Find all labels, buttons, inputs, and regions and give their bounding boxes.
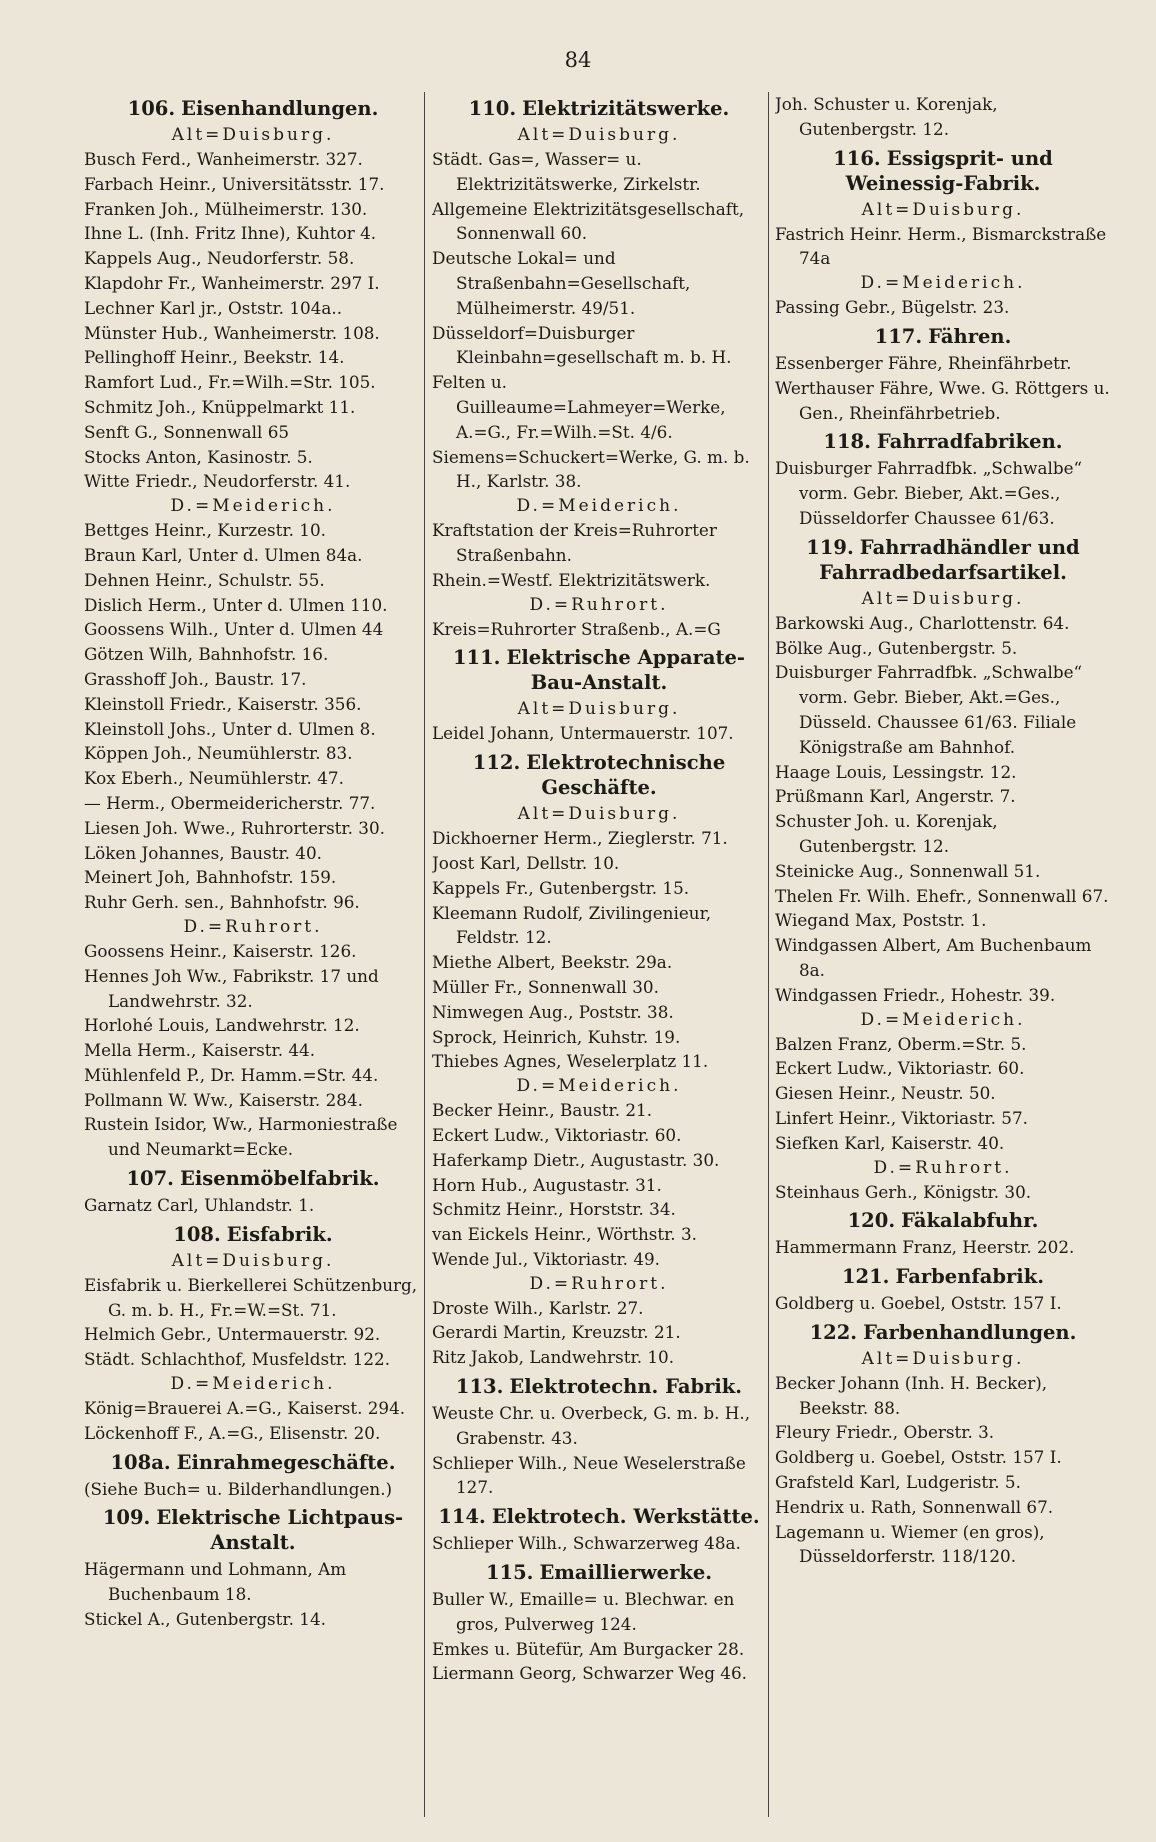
directory-entry: Schmitz Joh., Knüppelmarkt 11. <box>84 396 356 417</box>
section-heading <box>775 324 1111 349</box>
directory-entry: Nimwegen Aug., Poststr. 38. <box>432 1001 674 1022</box>
directory-entry: Eisfabrik u. Bierkellerei Schützenburg, G. m. b. H., Fr.=W.=St. 71. <box>84 1274 418 1320</box>
section-title: Emaillierwerke. <box>539 1561 713 1585</box>
section-number: 108a. <box>110 1450 171 1474</box>
place-subheading: Alt=Duisburg. <box>517 804 681 825</box>
section <box>775 1264 1111 1316</box>
directory-entry: Kox Eberh., Neumühlerstr. 47. <box>84 768 344 789</box>
directory-entry: Hennes Joh Ww., Fabrikstr. 17 und Landwehrstr. 32. <box>84 965 379 1011</box>
section-title: Fahrradhändler und Fahrradbedarfsartikel. <box>819 535 1080 584</box>
section-number: 109. <box>102 1506 151 1530</box>
directory-entry: Joost Karl, Dellstr. 10. <box>432 852 620 873</box>
directory-entry: Bettges Heinr., Kurzestr. 10. <box>84 520 326 541</box>
section-heading <box>84 1450 422 1475</box>
directory-entry: Franken Joh., Mülheimerstr. 130. <box>84 198 368 219</box>
directory-entry: Prüßmann Karl, Angerstr. 7. <box>775 786 1016 807</box>
directory-entry: Windgassen Friedr., Hohestr. 39. <box>775 984 1056 1005</box>
directory-entry: Pollmann W. Ww., Kaiserstr. 284. <box>84 1089 363 1110</box>
section <box>775 429 1111 530</box>
place-subheading: D.=Ruhrort. <box>183 916 323 937</box>
column-rule <box>768 92 769 1817</box>
directory-entry: Barkowski Aug., Charlottenstr. 64. <box>775 612 1070 633</box>
section-heading <box>432 750 766 800</box>
directory-entry: Witte Friedr., Neudorferstr. 41. <box>84 471 351 492</box>
directory-entry: Liermann Georg, Schwarzer Weg 46. <box>432 1663 748 1684</box>
directory-entry: Hammermann Franz, Heerstr. 202. <box>775 1237 1075 1258</box>
directory-entry: Grasshoff Joh., Baustr. 17. <box>84 668 307 689</box>
directory-entry: Ritz Jakob, Landwehrstr. 10. <box>432 1347 675 1368</box>
section-title: Elektrotechn. Fabrik. <box>509 1375 743 1399</box>
directory-entry: Duisburger Fahrradfbk. „Schwalbe“ vorm. Gebr. Bieber, Akt.=Ges., Düsseldorfer Chaussee 61/63. <box>775 458 1083 528</box>
directory-entry: Linfert Heinr., Viktoriastr. 57. <box>775 1107 1028 1128</box>
section-number: 121. <box>841 1265 890 1289</box>
section-title: Fäkalabfuhr. <box>901 1209 1039 1233</box>
directory-entry: Löken Johannes, Baustr. 40. <box>84 842 322 863</box>
directory-entry: Haferkamp Dietr., Augustastr. 30. <box>432 1149 720 1170</box>
directory-entry: Lagemann u. Wiemer (en gros), Düsseldorferstr. 118/120. <box>775 1521 1045 1567</box>
directory-entry: Giesen Heinr., Neustr. 50. <box>775 1083 996 1104</box>
directory-entry: Bölke Aug., Gutenbergstr. 5. <box>775 637 1018 658</box>
place-subheading: D.=Ruhrort. <box>529 594 669 615</box>
directory-entry: Rhein.=Westf. Elektrizitätswerk. <box>432 569 711 590</box>
section-title: Farbenhandlungen. <box>863 1320 1077 1344</box>
directory-entry: Thelen Fr. Wilh. Ehefr., Sonnenwall 67. <box>775 885 1109 906</box>
directory-entry: (Siehe Buch= u. Bilderhandlungen.) <box>84 1478 393 1499</box>
directory-entry: Ruhr Gerh. sen., Bahnhofstr. 96. <box>84 892 360 913</box>
directory-entry: Müller Fr., Sonnenwall 30. <box>432 976 659 997</box>
section <box>84 1505 422 1631</box>
directory-entry: Becker Johann (Inh. H. Becker), Beekstr. 88. <box>775 1372 1048 1418</box>
directory-entry: Hendrix u. Rath, Sonnenwall 67. <box>775 1496 1054 1517</box>
section-heading <box>432 96 766 121</box>
section-number: 118. <box>823 430 871 454</box>
place-subheading: Alt=Duisburg. <box>861 199 1025 220</box>
directory-entry: Liesen Joh. Wwe., Ruhrorterstr. 30. <box>84 817 385 838</box>
place-subheading: D.=Ruhrort. <box>873 1157 1013 1178</box>
directory-entry: Becker Heinr., Baustr. 21. <box>432 1100 653 1121</box>
directory-entry: Schlieper Wilh., Schwarzerweg 48a. <box>432 1533 741 1554</box>
place-subheading: Alt=Duisburg. <box>517 699 681 720</box>
place-subheading: D.=Meiderich. <box>170 496 336 517</box>
section-heading <box>775 1208 1111 1233</box>
place-subheading: D.=Meiderich. <box>516 496 682 517</box>
section-heading <box>432 1560 766 1585</box>
directory-entry: — Herm., Obermeidericherstr. 77. <box>84 792 376 813</box>
directory-entry: Emkes u. Bütefür, Am Burgacker 28. <box>432 1638 745 1659</box>
column-2 <box>432 92 766 1688</box>
section-heading <box>84 1166 422 1191</box>
directory-entry: Joh. Schuster u. Korenjak, Gutenbergstr. 12. <box>775 94 998 139</box>
section <box>775 92 1111 142</box>
directory-entry: Kappels Fr., Gutenbergstr. 15. <box>432 877 690 898</box>
directory-entry: Steinhaus Gerh., Königstr. 30. <box>775 1181 1032 1202</box>
section-number: 111. <box>452 646 501 670</box>
place-subheading: D.=Meiderich. <box>860 273 1026 294</box>
directory-entry: Dislich Herm., Unter d. Ulmen 110. <box>84 594 388 615</box>
directory-entry: Köppen Joh., Neumühlerstr. 83. <box>84 743 353 764</box>
directory-entry: Ramfort Lud., Fr.=Wilh.=Str. 105. <box>84 372 376 393</box>
section-title: Elektrotechnische Geschäfte. <box>526 751 726 800</box>
section-title: Elektrische Apparate-Bau-Anstalt. <box>506 646 746 695</box>
section <box>432 96 766 641</box>
section-title: Eisenmöbelfabrik. <box>179 1167 380 1191</box>
directory-entry: König=Brauerei A.=G., Kaiserst. 294. <box>84 1398 406 1419</box>
directory-entry: Duisburger Fahrradfbk. „Schwalbe“ vorm. Gebr. Bieber, Akt.=Ges., Düsseld. Chaussee 61/63. Filiale Königstraße am Bahnhof. <box>775 662 1083 757</box>
section-number: 122. <box>809 1320 858 1344</box>
section <box>775 535 1111 1205</box>
section <box>775 1208 1111 1260</box>
section-title: Farbenfabrik. <box>895 1265 1045 1289</box>
directory-entry: Städt. Schlachthof, Musfeldstr. 122. <box>84 1349 391 1370</box>
section-title: Eisenhandlungen. <box>181 97 379 120</box>
section-number: 106. <box>127 97 176 120</box>
directory-entry: Felten u. Guilleaume=Lahmeyer=Werke, A.=G., Fr.=Wilh.=St. 4/6. <box>432 372 726 442</box>
directory-entry: Gerardi Martin, Kreuzstr. 21. <box>432 1322 681 1343</box>
directory-entry: Horlohé Louis, Landwehrstr. 12. <box>84 1015 360 1036</box>
directory-entry: Löckenhoff F., A.=G., Elisenstr. 20. <box>84 1422 381 1443</box>
section-number: 120. <box>847 1209 896 1233</box>
place-subheading: D.=Meiderich. <box>860 1009 1026 1030</box>
directory-entry: Ihne L. (Inh. Fritz Ihne), Kuhtor 4. <box>84 223 377 244</box>
directory-entry: Siefken Karl, Kaiserstr. 40. <box>775 1132 1005 1153</box>
section-title: Essigsprit- und Weinessig-Fabrik. <box>845 146 1053 195</box>
directory-entry: Haage Louis, Lessingstr. 12. <box>775 761 1017 782</box>
page-number: 84 <box>564 48 592 72</box>
section-title: Einrahmegeschäfte. <box>176 1450 396 1474</box>
directory-entry: Farbach Heinr., Universitätsstr. 17. <box>84 173 385 194</box>
directory-entry: Hägermann und Lohmann, Am Buchenbaum 18. <box>84 1559 347 1605</box>
directory-entry: Fastrich Heinr. Herm., Bismarckstraße 74a <box>775 223 1107 269</box>
directory-entry: Deutsche Lokal= und Straßenbahn=Gesellschaft, Mülheimerstr. 49/51. <box>432 248 691 318</box>
section <box>775 146 1111 320</box>
directory-entry: Allgemeine Elektrizitätsgesellschaft, Sonnenwall 60. <box>432 198 745 244</box>
section <box>775 324 1111 425</box>
section <box>432 750 766 1370</box>
directory-entry: Senft G., Sonnenwall 65 <box>84 421 290 442</box>
section <box>432 1560 766 1686</box>
directory-entry: Garnatz Carl, Uhlandstr. 1. <box>84 1195 315 1216</box>
directory-entry: Mühlenfeld P., Dr. Hamm.=Str. 44. <box>84 1064 379 1085</box>
directory-entry: Kappels Aug., Neudorferstr. 58. <box>84 248 355 269</box>
directory-entry: Mella Herm., Kaiserstr. 44. <box>84 1040 316 1061</box>
directory-entry: Dehnen Heinr., Schulstr. 55. <box>84 569 325 590</box>
directory-entry: Goldberg u. Goebel, Oststr. 157 I. <box>775 1447 1062 1468</box>
directory-entry: Werthauser Fähre, Wwe. G. Röttgers u. Gen., Rheinfährbetrieb. <box>775 377 1110 423</box>
section-heading <box>432 1374 766 1399</box>
directory-entry: Stocks Anton, Kasinostr. 5. <box>84 446 313 467</box>
directory-entry: van Eickels Heinr., Wörthstr. 3. <box>432 1224 697 1245</box>
directory-entry: Fleury Friedr., Oberstr. 3. <box>775 1422 995 1443</box>
directory-entry: Braun Karl, Unter d. Ulmen 84a. <box>84 544 363 565</box>
directory-entry: Schlieper Wilh., Neue Weselerstraße 127. <box>432 1452 746 1498</box>
section-heading <box>775 146 1111 196</box>
directory-entry: Kraftstation der Kreis=Ruhrorter Straßenbahn. <box>432 520 717 565</box>
directory-entry: Meinert Joh, Bahnhofstr. 159. <box>84 867 337 888</box>
place-subheading: Alt=Duisburg. <box>171 1250 335 1271</box>
section-number: 110. <box>468 97 517 120</box>
section <box>432 1374 766 1500</box>
section-heading <box>432 1504 766 1529</box>
directory-entry: Essenberger Fähre, Rheinfährbetr. <box>775 352 1072 373</box>
section <box>84 1222 422 1446</box>
directory-entry: Goossens Wilh., Unter d. Ulmen 44 <box>84 619 384 640</box>
directory-entry: Thiebes Agnes, Weselerplatz 11. <box>432 1051 709 1072</box>
directory-entry: Städt. Gas=, Wasser= u. Elektrizitätswerke, Zirkelstr. <box>432 149 701 194</box>
directory-entry: Kleinstoll Johs., Unter d. Ulmen 8. <box>84 718 376 739</box>
directory-entry: Leidel Johann, Untermauerstr. 107. <box>432 723 734 744</box>
directory-entry: Münster Hub., Wanheimerstr. 108. <box>84 322 380 343</box>
column-3 <box>775 92 1111 1571</box>
section-title: Elektrizitätswerke. <box>522 97 730 120</box>
directory-entry: Steinicke Aug., Sonnenwall 51. <box>775 860 1041 881</box>
directory-entry: Weuste Chr. u. Overbeck, G. m. b. H., Grabenstr. 43. <box>432 1403 751 1448</box>
directory-entry: Lechner Karl jr., Oststr. 104a.. <box>84 297 343 318</box>
directory-entry: Schmitz Heinr., Horststr. 34. <box>432 1199 676 1220</box>
section-title: Elektrotech. Werkstätte. <box>491 1505 760 1529</box>
column-1 <box>84 92 422 1634</box>
column-rule <box>424 92 425 1817</box>
directory-entry: Goldberg u. Goebel, Oststr. 157 I. <box>775 1293 1062 1314</box>
directory-entry: Goossens Heinr., Kaiserstr. 126. <box>84 940 357 961</box>
directory-entry: Stickel A., Gutenbergstr. 14. <box>84 1609 326 1630</box>
section-title: Elektrische Lichtpaus-Anstalt. <box>156 1506 404 1555</box>
section-heading <box>84 1505 422 1555</box>
directory-entry: Miethe Albert, Beekstr. 29a. <box>432 952 673 973</box>
section-heading <box>84 1222 422 1247</box>
directory-entry: Horn Hub., Augustastr. 31. <box>432 1174 662 1195</box>
directory-entry: Dickhoerner Herm., Zieglerstr. 71. <box>432 828 728 849</box>
directory-entry: Balzen Franz, Oberm.=Str. 5. <box>775 1033 1027 1054</box>
section-number: 119. <box>806 535 854 559</box>
directory-entry: Götzen Wilh, Bahnhofstr. 16. <box>84 644 329 665</box>
directory-entry: Wiegand Max, Poststr. 1. <box>775 910 987 931</box>
place-subheading: D.=Meiderich. <box>170 1374 336 1395</box>
section-number: 114. <box>438 1505 486 1529</box>
section <box>432 1504 766 1556</box>
directory-entry: Kreis=Ruhrorter Straßenb., A.=G <box>432 618 721 639</box>
place-subheading: D.=Ruhrort. <box>529 1273 669 1294</box>
section-number: 108. <box>173 1222 221 1246</box>
section-heading <box>775 429 1111 454</box>
section-heading <box>775 535 1111 585</box>
directory-entry: Sprock, Heinrich, Kuhstr. 19. <box>432 1026 681 1047</box>
section-number: 115. <box>485 1561 534 1585</box>
directory-entry: Buller W., Emaille= u. Blechwar. en gros, Pulverweg 124. <box>432 1589 735 1634</box>
directory-entry: Windgassen Albert, Am Buchenbaum 8a. <box>775 935 1092 980</box>
directory-entry: Passing Gebr., Bügelstr. 23. <box>775 297 1010 318</box>
directory-entry: Helmich Gebr., Untermauerstr. 92. <box>84 1324 381 1345</box>
section <box>432 645 766 746</box>
directory-entry: Rustein Isidor, Ww., Harmoniestraße und Neumarkt=Ecke. <box>84 1114 398 1160</box>
section <box>775 1320 1111 1569</box>
place-subheading: Alt=Duisburg. <box>861 1348 1025 1369</box>
place-subheading: Alt=Duisburg. <box>517 125 681 145</box>
directory-entry: Schuster Joh. u. Korenjak, Gutenbergstr. 12. <box>775 811 998 856</box>
directory-entry: Grafsteld Karl, Ludgeristr. 5. <box>775 1472 1021 1493</box>
directory-entry: Eckert Ludw., Viktoriastr. 60. <box>775 1058 1025 1079</box>
section-title: Eisfabrik. <box>226 1222 333 1246</box>
directory-entry: Busch Ferd., Wanheimerstr. 327. <box>84 149 363 169</box>
place-subheading: Alt=Duisburg. <box>861 588 1025 609</box>
section <box>84 96 422 1162</box>
directory-entry: Pellinghoff Heinr., Beekstr. 14. <box>84 347 345 368</box>
directory-entry: Droste Wilh., Karlstr. 27. <box>432 1297 644 1318</box>
section-heading <box>775 1320 1111 1345</box>
section-heading <box>775 1264 1111 1289</box>
section-heading <box>84 96 422 121</box>
directory-entry: Klapdohr Fr., Wanheimerstr. 297 I. <box>84 272 380 293</box>
directory-entry: Kleemann Rudolf, Zivilingenieur, Feldstr. 12. <box>432 902 712 948</box>
section-number: 117. <box>874 324 923 348</box>
directory-entry: Wende Jul., Viktoriastr. 49. <box>432 1248 661 1269</box>
section-number: 107. <box>126 1167 174 1191</box>
directory-entry: Eckert Ludw., Viktoriastr. 60. <box>432 1124 682 1145</box>
directory-entry: Düsseldorf=Duisburger Kleinbahn=gesellschaft m. b. H. <box>432 322 732 368</box>
section-title: Fahrradfabriken. <box>876 430 1063 454</box>
place-subheading: Alt=Duisburg. <box>171 125 335 145</box>
section-heading <box>432 645 766 695</box>
section-number: 112. <box>472 751 521 775</box>
place-subheading: D.=Meiderich. <box>516 1076 682 1097</box>
section-number: 113. <box>455 1375 504 1399</box>
section <box>84 1450 422 1502</box>
directory-entry: Kleinstoll Friedr., Kaiserstr. 356. <box>84 693 362 714</box>
directory-entry: Siemens=Schuckert=Werke, G. m. b. H., Karlstr. 38. <box>432 446 750 492</box>
section <box>84 1166 422 1218</box>
section-number: 116. <box>833 146 881 170</box>
section-title: Fähren. <box>928 324 1012 348</box>
